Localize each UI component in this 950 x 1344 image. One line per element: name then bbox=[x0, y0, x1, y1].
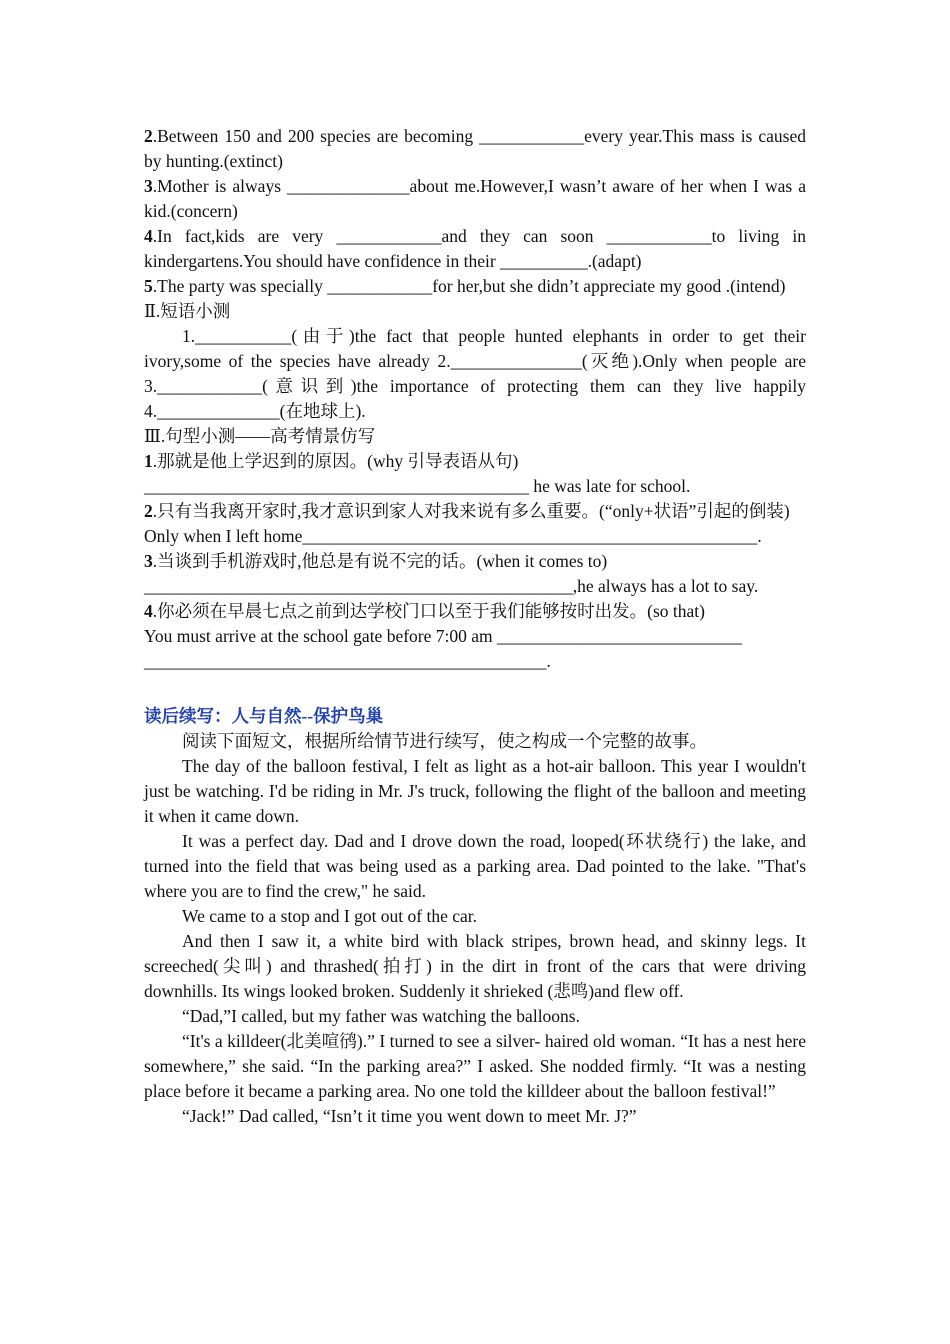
worksheet-page bbox=[144, 124, 806, 1129]
sentence-answer-line: Only when I left home____________________________________________________. bbox=[144, 526, 762, 546]
sentence-exercise-3 bbox=[144, 549, 806, 599]
sentence-answer-line-continued: ______________________________________________. bbox=[144, 651, 551, 671]
word-exercise-3: 3.Mother is always ______________about me.However,I wasn’t aware of her when I was a kid.(concern) bbox=[144, 176, 806, 221]
sentence-exercise-1 bbox=[144, 449, 806, 499]
story-paragraph: It was a perfect day. Dad and I drove down the road, looped(环状绕行) the lake, and turned into the field that was being used as a parking area. Dad pointed to the lake. "That's where you are to find the crew," he said. bbox=[144, 831, 806, 901]
story-paragraph: “Dad,”I called, but my father was watching the balloons. bbox=[182, 1006, 580, 1026]
sentence-prompt: 2.只有当我离开家时,我才意识到家人对我来说有多么重要。(“only+状语”引起的倒装) bbox=[144, 501, 790, 521]
story-paragraph: “Jack!” Dad called, “Isn’t it time you went down to meet Mr. J?” bbox=[182, 1106, 637, 1126]
story-paragraph: And then I saw it, a white bird with black stripes, brown head, and skinny legs. It screeched(尖叫) and thrashed(拍打) in the dirt in front of the cars that were driving downhills. Its wings looked broken. Suddenly it shrieked (悲鸣)and flew off. bbox=[144, 931, 806, 1001]
word-exercise-4: 4.In fact,kids are very ____________and they can soon ____________to living in kindergartens.You should have confidence in their __________.(adapt) bbox=[144, 226, 806, 271]
word-exercise-2: 2.Between 150 and 200 species are becoming ____________every year.This mass is caused by hunting.(extinct) bbox=[144, 126, 806, 171]
sentence-exercise-2 bbox=[144, 499, 806, 549]
sentence-answer-line: You must arrive at the school gate before 7:00 am ____________________________ bbox=[144, 626, 742, 646]
sentence-prompt: 4.你必须在早晨七点之前到达学校门口以至于我们能够按时出发。(so that) bbox=[144, 601, 705, 621]
reading-section-title: 读后续写：人与自然--保护鸟巢 bbox=[144, 706, 384, 726]
word-exercise-5: 5.The party was specially ____________for her,but she didn’t appreciate my good .(intend) bbox=[144, 276, 786, 296]
sentence-prompt: 1.那就是他上学迟到的原因。(why 引导表语从句) bbox=[144, 451, 519, 471]
sentence-answer-line: ____________________________________________ he was late for school. bbox=[144, 476, 691, 496]
sentence-section-heading: Ⅲ.句型小测——高考情景仿写 bbox=[144, 426, 376, 446]
sentence-prompt: 3.当谈到手机游戏时,他总是有说不完的话。(when it comes to) bbox=[144, 551, 608, 571]
story-paragraph: “It's a killdeer(北美喧鸻).” I turned to see a silver- haired old woman. “It has a nest here somewhere,” she said. “In the parking area?” I asked. She nodded firmly. “It was a nesting place before it became a parking area. No one told the killdeer about the balloon festival!” bbox=[144, 1031, 806, 1101]
phrase-section-heading: Ⅱ.短语小测 bbox=[144, 301, 231, 321]
story-text bbox=[144, 754, 806, 1129]
story-paragraph: We came to a stop and I got out of the car. bbox=[182, 906, 478, 926]
story-paragraph: The day of the balloon festival, I felt as light as a hot-air balloon. This year I wouldn't just be watching. I'd be riding in Mr. J's truck, following the flight of the balloon and meeting it when it came down. bbox=[144, 756, 806, 826]
phrase-exercise-paragraph: 1.___________(由于)the fact that people hunted elephants in order to get their ivory,some of the species have already 2._______________(灭绝).Only when people are 3.____________(意识到)the importance of protecting them can they live happily 4.______________(在地球上). bbox=[144, 326, 806, 421]
word-exercise-list bbox=[144, 124, 806, 299]
sentence-exercise-4 bbox=[144, 599, 806, 674]
sentence-answer-line: _________________________________________________,he always has a lot to say. bbox=[144, 576, 759, 596]
reading-instruction: 阅读下面短文，根据所给情节进行续写，使之构成一个完整的故事。 bbox=[182, 731, 707, 751]
